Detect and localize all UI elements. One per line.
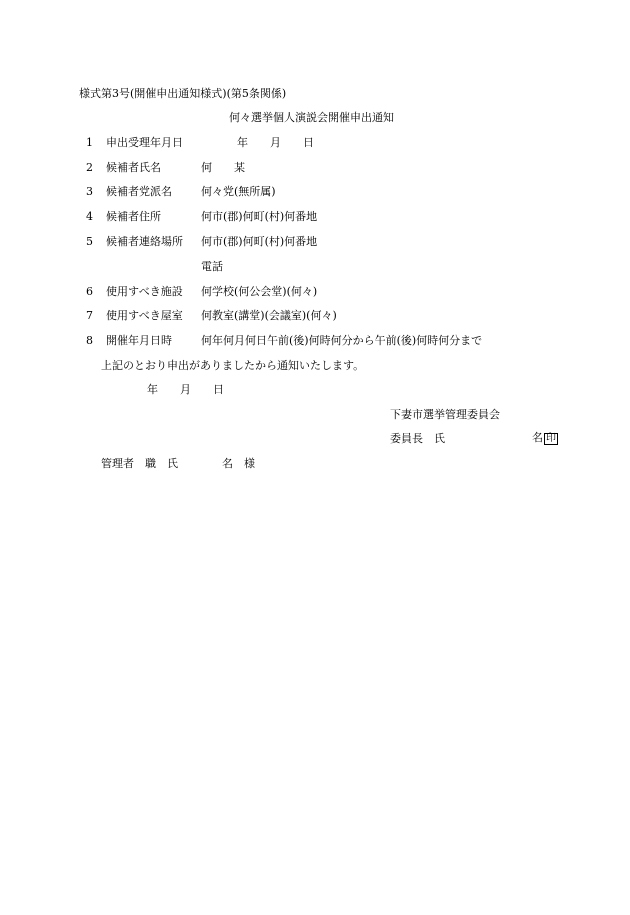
item-label: 候補者住所 bbox=[106, 210, 161, 223]
item-value: 何 某 bbox=[201, 161, 245, 174]
form-label: 様式第3号(開催申出通知様式)(第5条関係) bbox=[79, 87, 287, 100]
statement-text: 上記のとおり申出がありましたから通知いたします。 bbox=[101, 359, 365, 372]
chairman-title: 委員長 氏 bbox=[390, 432, 445, 445]
item-value: 何市(郡)何町(村)何番地 bbox=[201, 210, 318, 223]
notice-date: 年 月 日 bbox=[147, 383, 224, 396]
issuer-name: 下妻市選挙管理委員会 bbox=[390, 408, 500, 421]
item-label: 申出受理年月日 bbox=[106, 136, 183, 149]
chairman-name-slot bbox=[532, 432, 558, 445]
item-label: 開催年月日時 bbox=[106, 334, 172, 347]
item-value: 年 月 日 bbox=[237, 136, 314, 149]
item-number: 4 bbox=[86, 210, 93, 223]
item-value: 何々党(無所属) bbox=[201, 185, 276, 198]
item-number: 5 bbox=[86, 235, 93, 248]
item-label: 使用すべき屋室 bbox=[106, 309, 183, 322]
item-label: 使用すべき施設 bbox=[106, 285, 183, 298]
item-number: 3 bbox=[86, 185, 93, 198]
seal-mark: 印 bbox=[546, 433, 556, 444]
item-value: 何市(郡)何町(村)何番地 bbox=[201, 235, 318, 248]
item-value: 何学校(何公会堂)(何々) bbox=[201, 285, 318, 298]
document-title: 何々選挙個人演説会開催申出通知 bbox=[229, 111, 394, 124]
item-value: 何教室(講堂)(会議室)(何々) bbox=[201, 309, 337, 322]
name-suffix: 名 bbox=[532, 431, 543, 444]
item-label: 候補者連絡場所 bbox=[106, 235, 183, 248]
item-label: 候補者氏名 bbox=[106, 161, 161, 174]
item-label: 候補者党派名 bbox=[106, 185, 172, 198]
recipient-line: 管理者 職 氏 名 様 bbox=[101, 457, 255, 470]
item-number: 6 bbox=[86, 285, 93, 298]
item-number: 8 bbox=[86, 334, 93, 347]
item-number: 1 bbox=[86, 136, 93, 149]
item-number: 7 bbox=[86, 309, 93, 322]
item-phone-label: 電話 bbox=[201, 260, 223, 273]
item-number: 2 bbox=[86, 161, 93, 174]
item-value: 何年何月何日午前(後)何時何分から午前(後)何時何分まで bbox=[201, 334, 483, 347]
